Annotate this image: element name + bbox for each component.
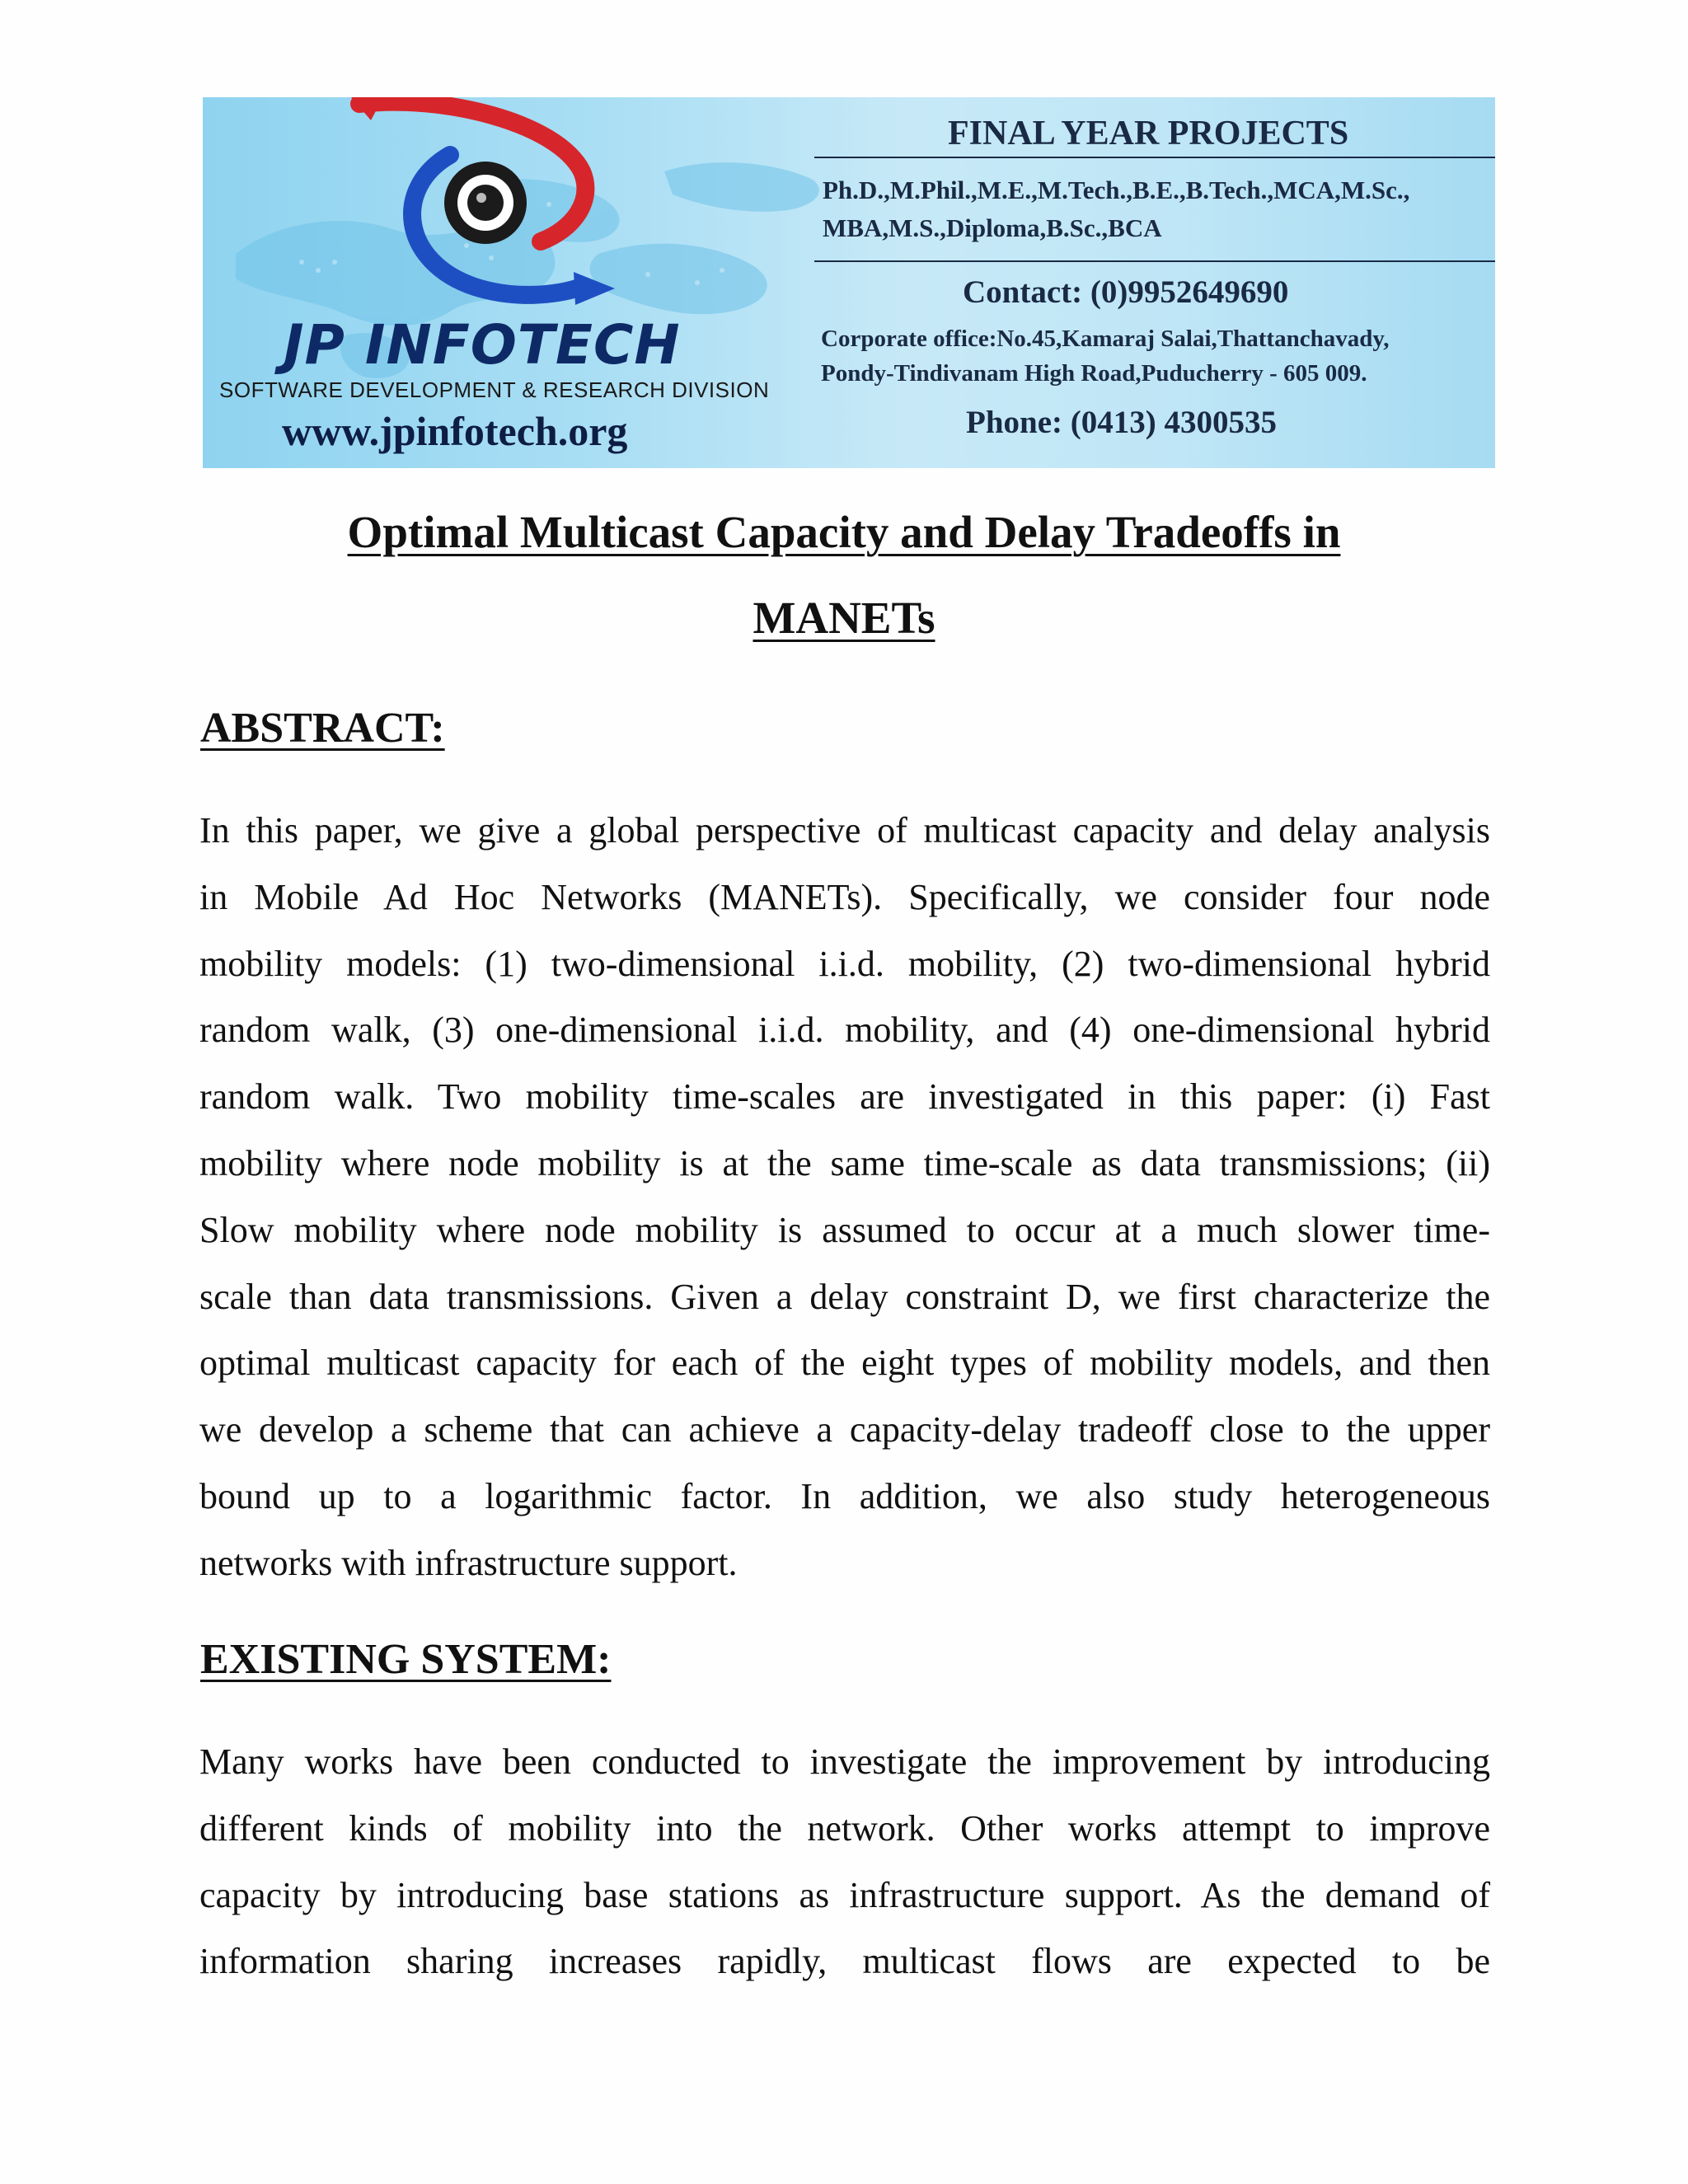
corporate-address xyxy=(821,321,1495,391)
paragraph-line: optimal multicast capacity for each of the eight types of mobility models, and then xyxy=(199,1343,1490,1384)
paragraph-line: information sharing increases rapidly, multicast flows are expected to be xyxy=(199,1941,1490,1982)
jp-infotech-logo-icon xyxy=(310,97,738,344)
paragraph-line: random walk. Two mobility time-scales are investigated in this paper: (i) Fast xyxy=(199,1076,1490,1118)
company-website: www.jpinfotech.org xyxy=(282,408,628,454)
existing-system-heading: EXISTING SYSTEM: xyxy=(200,1636,612,1683)
paragraph-line: capacity by introducing base stations as infrastructure support. As the demand of xyxy=(199,1874,1490,1915)
company-name: JP INFOTECH xyxy=(284,313,681,377)
abstract-heading: ABSTRACT: xyxy=(200,705,445,752)
paragraph-line: In this paper, we give a global perspective of multicast capacity and delay analysis xyxy=(199,810,1490,851)
phone-number: Phone: (0413) 4300535 xyxy=(966,405,1277,440)
paragraph-line: we develop a scheme that can achieve a capacity-delay tradeoff close to the upper xyxy=(199,1409,1490,1451)
existing-system-paragraph xyxy=(199,1729,1490,1995)
document-title-line-1: Optimal Multicast Capacity and Delay Tradeoffs in xyxy=(347,507,1341,557)
paragraph-line: in Mobile Ad Hoc Networks (MANETs). Specifically, we consider four node xyxy=(199,876,1490,917)
company-tagline: SOFTWARE DEVELOPMENT & RESEARCH DIVISION xyxy=(219,377,770,402)
address-line: Corporate office:No.45,Kamaraj Salai,Thattanchavady, xyxy=(821,326,1390,352)
address-line: Pondy-Tindivanam High Road,Puducherry - 605 009. xyxy=(821,360,1367,387)
banner-divider-bottom xyxy=(814,260,1495,262)
paragraph-line: mobility models: (1) two-dimensional i.i.d. mobility, (2) two-dimensional hybrid xyxy=(199,943,1490,984)
degree-line: MBA,M.S.,Diploma,B.Sc.,BCA xyxy=(823,213,1162,242)
paragraph-line: Slow mobility where node mobility is assumed to occur at a much slower time- xyxy=(199,1209,1490,1250)
paragraph-line: mobility where node mobility is at the same time-scale as data transmissions; (ii) xyxy=(199,1142,1490,1183)
paragraph-line: different kinds of mobility into the network. Other works attempt to improve xyxy=(199,1807,1490,1849)
degree-line: Ph.D.,M.Phil.,M.E.,M.Tech.,B.E.,B.Tech.,MCA,M.Sc., xyxy=(823,176,1410,204)
abstract-paragraph xyxy=(199,798,1490,1597)
paragraph-line: random walk, (3) one-dimensional i.i.d. mobility, and (4) one-dimensional hybrid xyxy=(199,1010,1490,1051)
paragraph-line: networks with infrastructure support. xyxy=(199,1542,738,1583)
banner-headline: FINAL YEAR PROJECTS xyxy=(948,115,1349,152)
document-title-line-2: MANETs xyxy=(753,593,935,643)
paragraph-line: scale than data transmissions. Given a delay constraint D, we first characterize the xyxy=(199,1276,1490,1317)
degree-list xyxy=(823,171,1490,247)
header-banner xyxy=(203,97,1495,468)
contact-number: Contact: (0)9952649690 xyxy=(963,274,1289,310)
paragraph-line: bound up to a logarithmic factor. In addition, we also study heterogeneous xyxy=(199,1475,1490,1516)
banner-divider-top xyxy=(814,157,1495,158)
paragraph-line: Many works have been conducted to investigate the improvement by introducing xyxy=(199,1741,1490,1782)
